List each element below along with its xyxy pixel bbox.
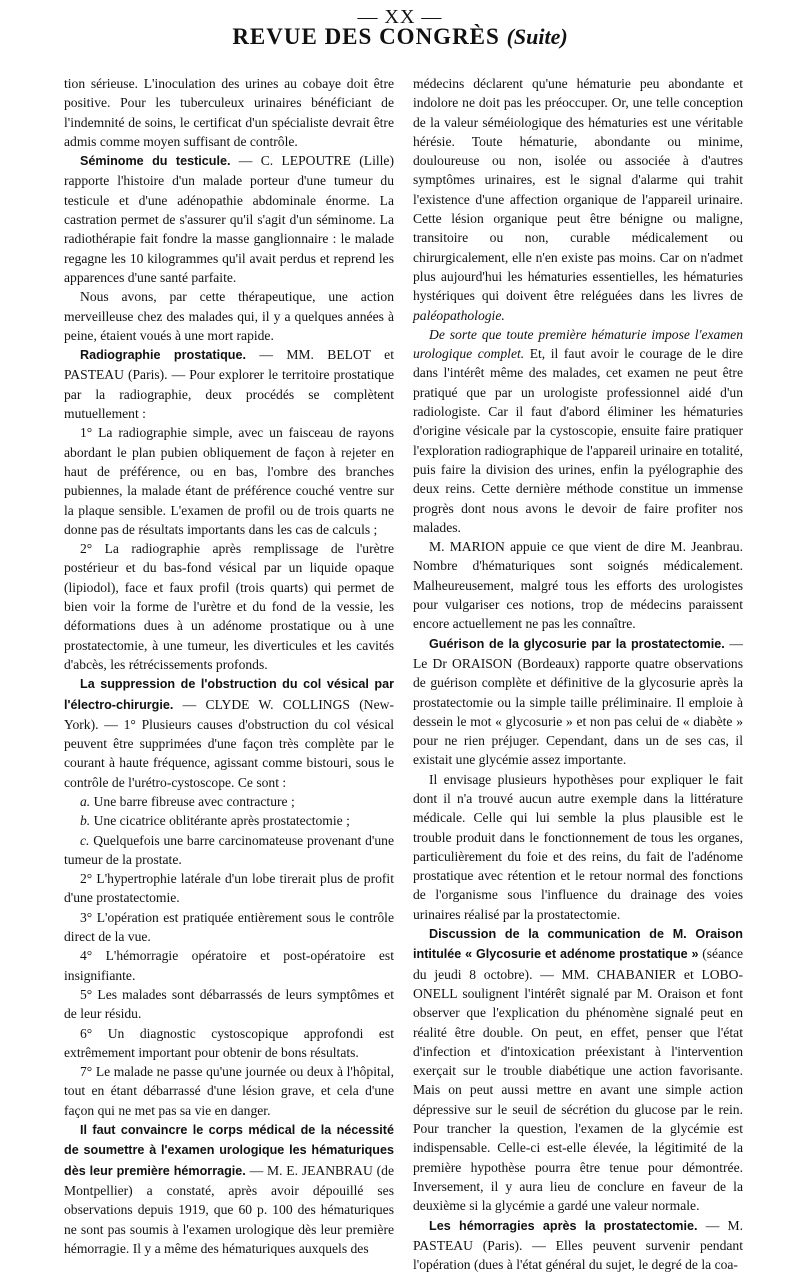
paragraph: 6° Un diagnostic cystoscopique approfondi est extrêmement important pour obtenir de bons résultats. [64,1025,394,1060]
section-heading: Séminome du testicule. [80,154,231,169]
paragraph: Guérison de la glycosurie par la prostatectomie. — Le Dr ORAISON (Bordeaux) rapporte quatre observations de guérison complète et définitive de la glycosurie après la prostatectomie ou la simple taille préliminaire. Il emploie à dessein le mot « glycosurie » et non pas celui de « diabète » pour ne rien préjuger. Cependant, dans un de ses cas, il existait une glycémie assez importante. [413,635,743,768]
running-title [0,24,800,50]
section-heading: Guérison de la glycosurie par la prostatectomie. [429,636,725,651]
paragraph: Nous avons, par cette thérapeutique, une action merveilleuse chez des malades qui, il y a quelques années à peine, étaient voués à une mort rapide. [64,289,394,343]
journal-subtitle: (Suite) [506,24,568,49]
paragraph: Radiographie prostatique. — MM. BELOT et PASTEAU (Paris). — Pour explorer le territoire prostatique par la radiographie, deux procédés se complètent mutuellement : [64,347,394,422]
paragraph: 2° L'hypertrophie latérale d'un lobe tirerait plus de profit d'une prostatectomie. [64,871,394,906]
journal-title: REVUE DES CONGRÈS [232,24,500,49]
paragraph: La suppression de l'obstruction du col vésical par l'électro-chirurgie. — CLYDE W. COLLINGS (New-York). — 1° Plusieurs causes d'obstruction du col vésical peuvent être supprimées d'une façon très complète par le courant à haute fréquence, agissant comme bistouri, sous le contrôle de l'urétro-cystoscope. Ce sont : [64,677,394,790]
list-item: c. Quelquefois une barre carcinomateuse provenant d'une tumeur de la prostate. [64,832,394,867]
paragraph: 4° L'hémorragie opératoire et post-opératoire est insignifiante. [64,948,394,983]
paragraph: Il envisage plusieurs hypothèses pour expliquer le fait dont il n'a trouvé aucun autre exemple dans la littérature médicale. Celle qui lui semble la plus plausible est le trouble produit dans le fonctionnement de tous les organes, particulièrement du foie et des reins, du fait de l'adénome prostatique avec rétention et le retour normal des fonctions de l'organisme sous l'influence du drainage des voies urinaires réalisé par la prostatectomie. [413,771,743,922]
paragraph: 5° Les malades sont débarrassés de leurs symptômes et de leur résidu. [64,986,394,1022]
section-heading: Discussion de la communication de M. Oraison intitulée « Glycosurie et adénome prostatique » [413,927,743,962]
list-item: a. Une barre fibreuse avec contracture ; [80,793,295,809]
paragraph: Discussion de la communication de M. Oraison intitulée « Glycosurie et adénome prostatique » (séance du jeudi 8 octobre). — MM. CHABANIER et LOBO-ONELL soulignent l'intérêt signalé par M. Oraison et font observer que l'explication du phénomène signalé peut en réalité être double. On peut, en effet, penser que l'état d'infection et d'intoxication préexistant à l'intervention exerçait sur le trouble diabétique une action favorisante. Mais on peut aussi mettre en avant une simple action dépressive sur le seuil de sécrétion du glucose par le rein. Pour trancher la question, l'examen de la glycémie est indispensable. Celle-ci est-elle élevée, la légitimité de la première hypothèse pourra être tenue pour démontrée. Inversement, il y aura lieu de conclure en faveur de la deuxième si la glycémie a gardé une valeur normale. [413,927,743,1214]
paragraph: De sorte que toute première hématurie impose l'examen urologique complet. Et, il faut avoir le courage de le dire dans l'intérêt même des malades, cet examen ne peut être pratiqué que par un urologiste professionnel aidé d'un radiologiste. Car il faut d'abord éliminer les hématuries d'origine vésicale par la cystoscopie, ensuite faire pratiquer l'exploration radiographique de l'appareil urinaire en totalité, puis faire la division des urines, enfin la pyélographie des deux reins. Cette dernière méthode constitue un immense progrès dont nous avons le devoir de faire profiter nos malades. [413,326,743,535]
section-heading: Les hémorragies après la prostatectomie. [429,1218,698,1233]
paragraph: Séminome du testicule. — C. LEPOUTRE (Lille) rapporte l'histoire d'un malade porteur d'une tumeur du testicule et d'une adénopathie abdominale énorme. La castration permet de s'assurer qu'il s'agit d'un séminome. La radiothérapie fait fondre la masse ganglionnaire : le malade regagne les 10 kilogrammes qu'il avait perdus et reprend les apparences d'une santé parfaite. [64,153,394,285]
list-item: b. Une cicatrice oblitérante après prostatectomie ; [80,813,350,829]
paragraph: Les hémorragies après la prostatectomie. — M. PASTEAU (Paris). — Elles peuvent survenir pendant l'opération (dues à l'état général du sujet, le degré de la coa- [413,1217,743,1273]
section-heading: Il faut convaincre le corps médical de la nécessité de soumettre à l'examen urologique les hématuriques dès leur première hémorragie. [64,1123,394,1178]
section-heading: La suppression de l'obstruction du col vésical par l'électro-chirurgie. [64,677,394,712]
paragraph: 7° Le malade ne passe qu'une journée ou deux à l'hôpital, tout en étant débarrassé d'une lésion grave, et cela d'une façon qui ne met pas sa vie en danger. [64,1064,394,1118]
right-column [413,74,743,1274]
section-heading: Radiographie prostatique. [80,348,247,363]
paragraph: tion sérieuse. L'inoculation des urines au cobaye doit être positive. Pour les tuberculeux urinaires bénéficiant de l'indemnité de soins, le certificat d'un spécialiste devrait être admis comme moyen suffisant de contrôle. [64,76,394,149]
left-column [64,74,394,1258]
paragraph: 1° La radiographie simple, avec un faisceau de rayons abordant le plan pubien obliquement de façon à rejeter en haut de préférence, ou en bas, l'ombre des branches pubiennes, la malade étant de préférence couché ventre sur la plaque sensible. L'examen de profil ou de trois quarts ne donne pas de résultats importants dans les cas de calculs ; [64,425,394,537]
paragraph: 2° La radiographie après remplissage de l'urètre postérieur et du bas-fond vésical par un liquide opaque (lipiodol), face et faux profil (trois quarts) qui permet de bien voir la forme de l'urètre et du fond de la vessie, les déformations dues à un adénome prostatique ou à une prostatectomie, à une tumeur, les diverticules et les cavités d'abcès, les rétrécissements profonds. [64,541,394,672]
paragraph: Il faut convaincre le corps médical de la nécessité de soumettre à l'examen urologique les hématuriques dès leur première hémorragie. — M. E. JEANBRAU (de Montpellier) a constaté, après avoir dépouillé ses observations depuis 1919, que 60 p. 100 des hématuriques ne sont pas soumis à l'examen urologique dès leur première hémorragie. Il y a même des hématuriques auxquels des [64,1123,394,1256]
paragraph: 3° L'opération est pratiquée entièrement sous le contrôle direct de la vue. [64,909,394,945]
paragraph: M. MARION appuie ce que vient de dire M. Jeanbrau. Nombre d'hématuriques sont soignés médicalement. Malheureusement, malgré tous les efforts des urologistes pour vulgariser ces notions, trop de médecins paraissent encore actuellement ne pas les connaître. [413,539,743,632]
page-number: — XX — [357,6,443,28]
paragraph: médecins déclarent qu'une hématurie peu abondante et indolore ne doit pas les préoccuper. Or, une telle conception de la valeur séméiologique des hématuries est une véritable hérésie. Toute hématurie, abondante ou minime, douloureuse ou non, isolée ou associée à d'autres symptômes urinaires, est le signal d'alarme qui trahit l'existence d'une affection organique de l'appareil urinaire. Cette lésion organique peut être bénigne ou maligne, transitoire ou non, curable médicalement ou chirurgicalement, elle n'en existe pas moins. Car on n'admet plus aujourd'hui les hématuries essentielles, les hématuries hystériques qui doivent être reléguées dans les livres de paléopathologie. [413,76,743,323]
